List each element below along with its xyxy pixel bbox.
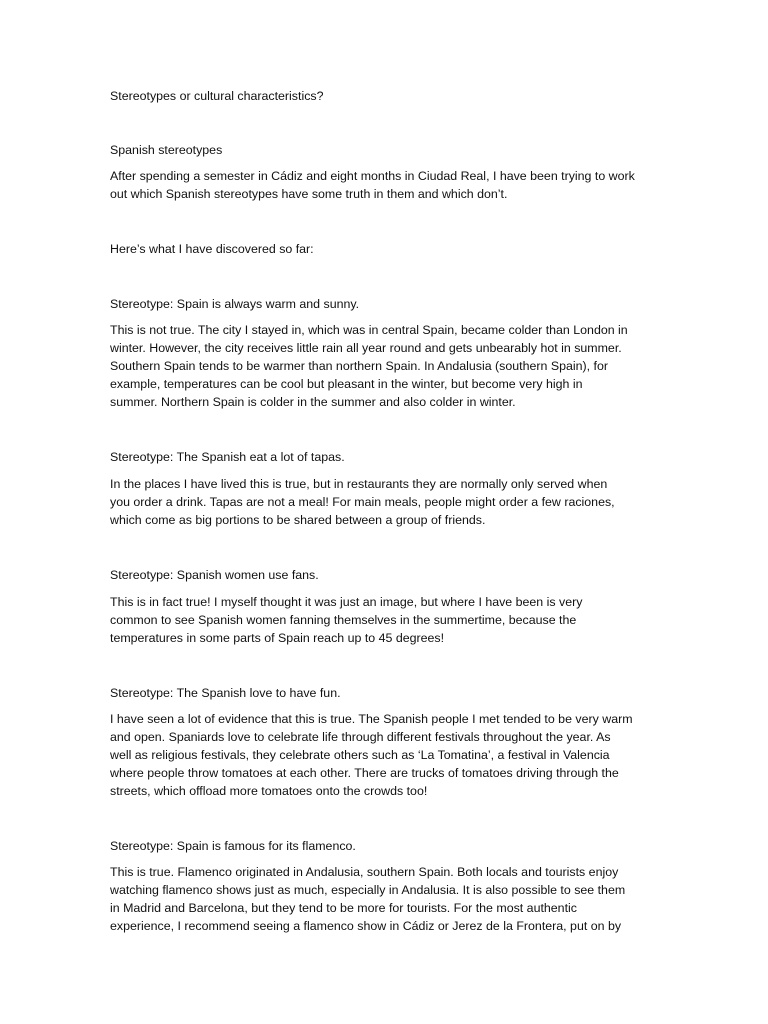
text-line: streets, which offload more tomatoes onto the crowds too! xyxy=(110,784,428,798)
section-body xyxy=(110,593,660,647)
section-heading: Stereotype: The Spanish love to have fun. xyxy=(110,686,341,700)
section-body xyxy=(110,321,660,411)
section-heading: Stereotype: Spanish women use fans. xyxy=(110,568,319,582)
lead-in: Here’s what I have discovered so far: xyxy=(110,242,314,256)
document-title: Stereotypes or cultural characteristics? xyxy=(110,89,324,103)
text-line: temperatures in some parts of Spain reach up to 45 degrees! xyxy=(110,631,445,645)
text-line: This is not true. The city I stayed in, which was in central Spain, became colder than London in xyxy=(110,323,628,337)
text-line: and open. Spaniards love to celebrate life through different festivals throughout the year. As xyxy=(110,730,611,744)
text-line: This is in fact true! I myself thought it was just an image, but where I have been is very xyxy=(110,595,583,609)
intro-paragraph xyxy=(110,167,660,203)
text-line: I have seen a lot of evidence that this is true. The Spanish people I met tended to be very warm xyxy=(110,712,633,726)
text-line: summer. Northern Spain is colder in the summer and also colder in winter. xyxy=(110,395,516,409)
text-line: where people throw tomatoes at each other. There are trucks of tomatoes driving through the xyxy=(110,766,619,780)
section-body xyxy=(110,475,660,529)
document-subtitle: Spanish stereotypes xyxy=(110,143,223,157)
text-line: example, temperatures can be cool but pleasant in the winter, but become very high in xyxy=(110,377,583,391)
section-heading: Stereotype: The Spanish eat a lot of tapas. xyxy=(110,450,345,464)
text-line: This is true. Flamenco originated in Andalusia, southern Spain. Both locals and tourists enjoy xyxy=(110,865,619,879)
text-line: watching flamenco shows just as much, especially in Andalusia. It is also possible to see them xyxy=(110,883,626,897)
text-line: common to see Spanish women fanning themselves in the summertime, because the xyxy=(110,613,577,627)
text-line: out which Spanish stereotypes have some truth in them and which don’t. xyxy=(110,187,508,201)
section-heading: Stereotype: Spain is famous for its flamenco. xyxy=(110,839,356,853)
text-line: in Madrid and Barcelona, but they tend to be more for tourists. For the most authentic xyxy=(110,901,577,915)
text-line: you order a drink. Tapas are not a meal! For main meals, people might order a few raciones, xyxy=(110,495,615,509)
text-line: which come as big portions to be shared between a group of friends. xyxy=(110,513,486,527)
section-body xyxy=(110,710,660,800)
text-line: Southern Spain tends to be warmer than northern Spain. In Andalusia (southern Spain), for xyxy=(110,359,608,373)
text-line: winter. However, the city receives little rain all year round and gets unbearably hot in summer. xyxy=(110,341,622,355)
text-line: After spending a semester in Cádiz and eight months in Ciudad Real, I have been trying to work xyxy=(110,169,635,183)
section-heading: Stereotype: Spain is always warm and sunny. xyxy=(110,297,360,311)
text-line: experience, I recommend seeing a flamenco show in Cádiz or Jerez de la Frontera, put on by xyxy=(110,919,622,933)
section-body xyxy=(110,863,660,935)
text-line: In the places I have lived this is true, but in restaurants they are normally only served when xyxy=(110,477,608,491)
text-line: well as religious festivals, they celebrate others such as ‘La Tomatina’, a festival in Valencia xyxy=(110,748,610,762)
